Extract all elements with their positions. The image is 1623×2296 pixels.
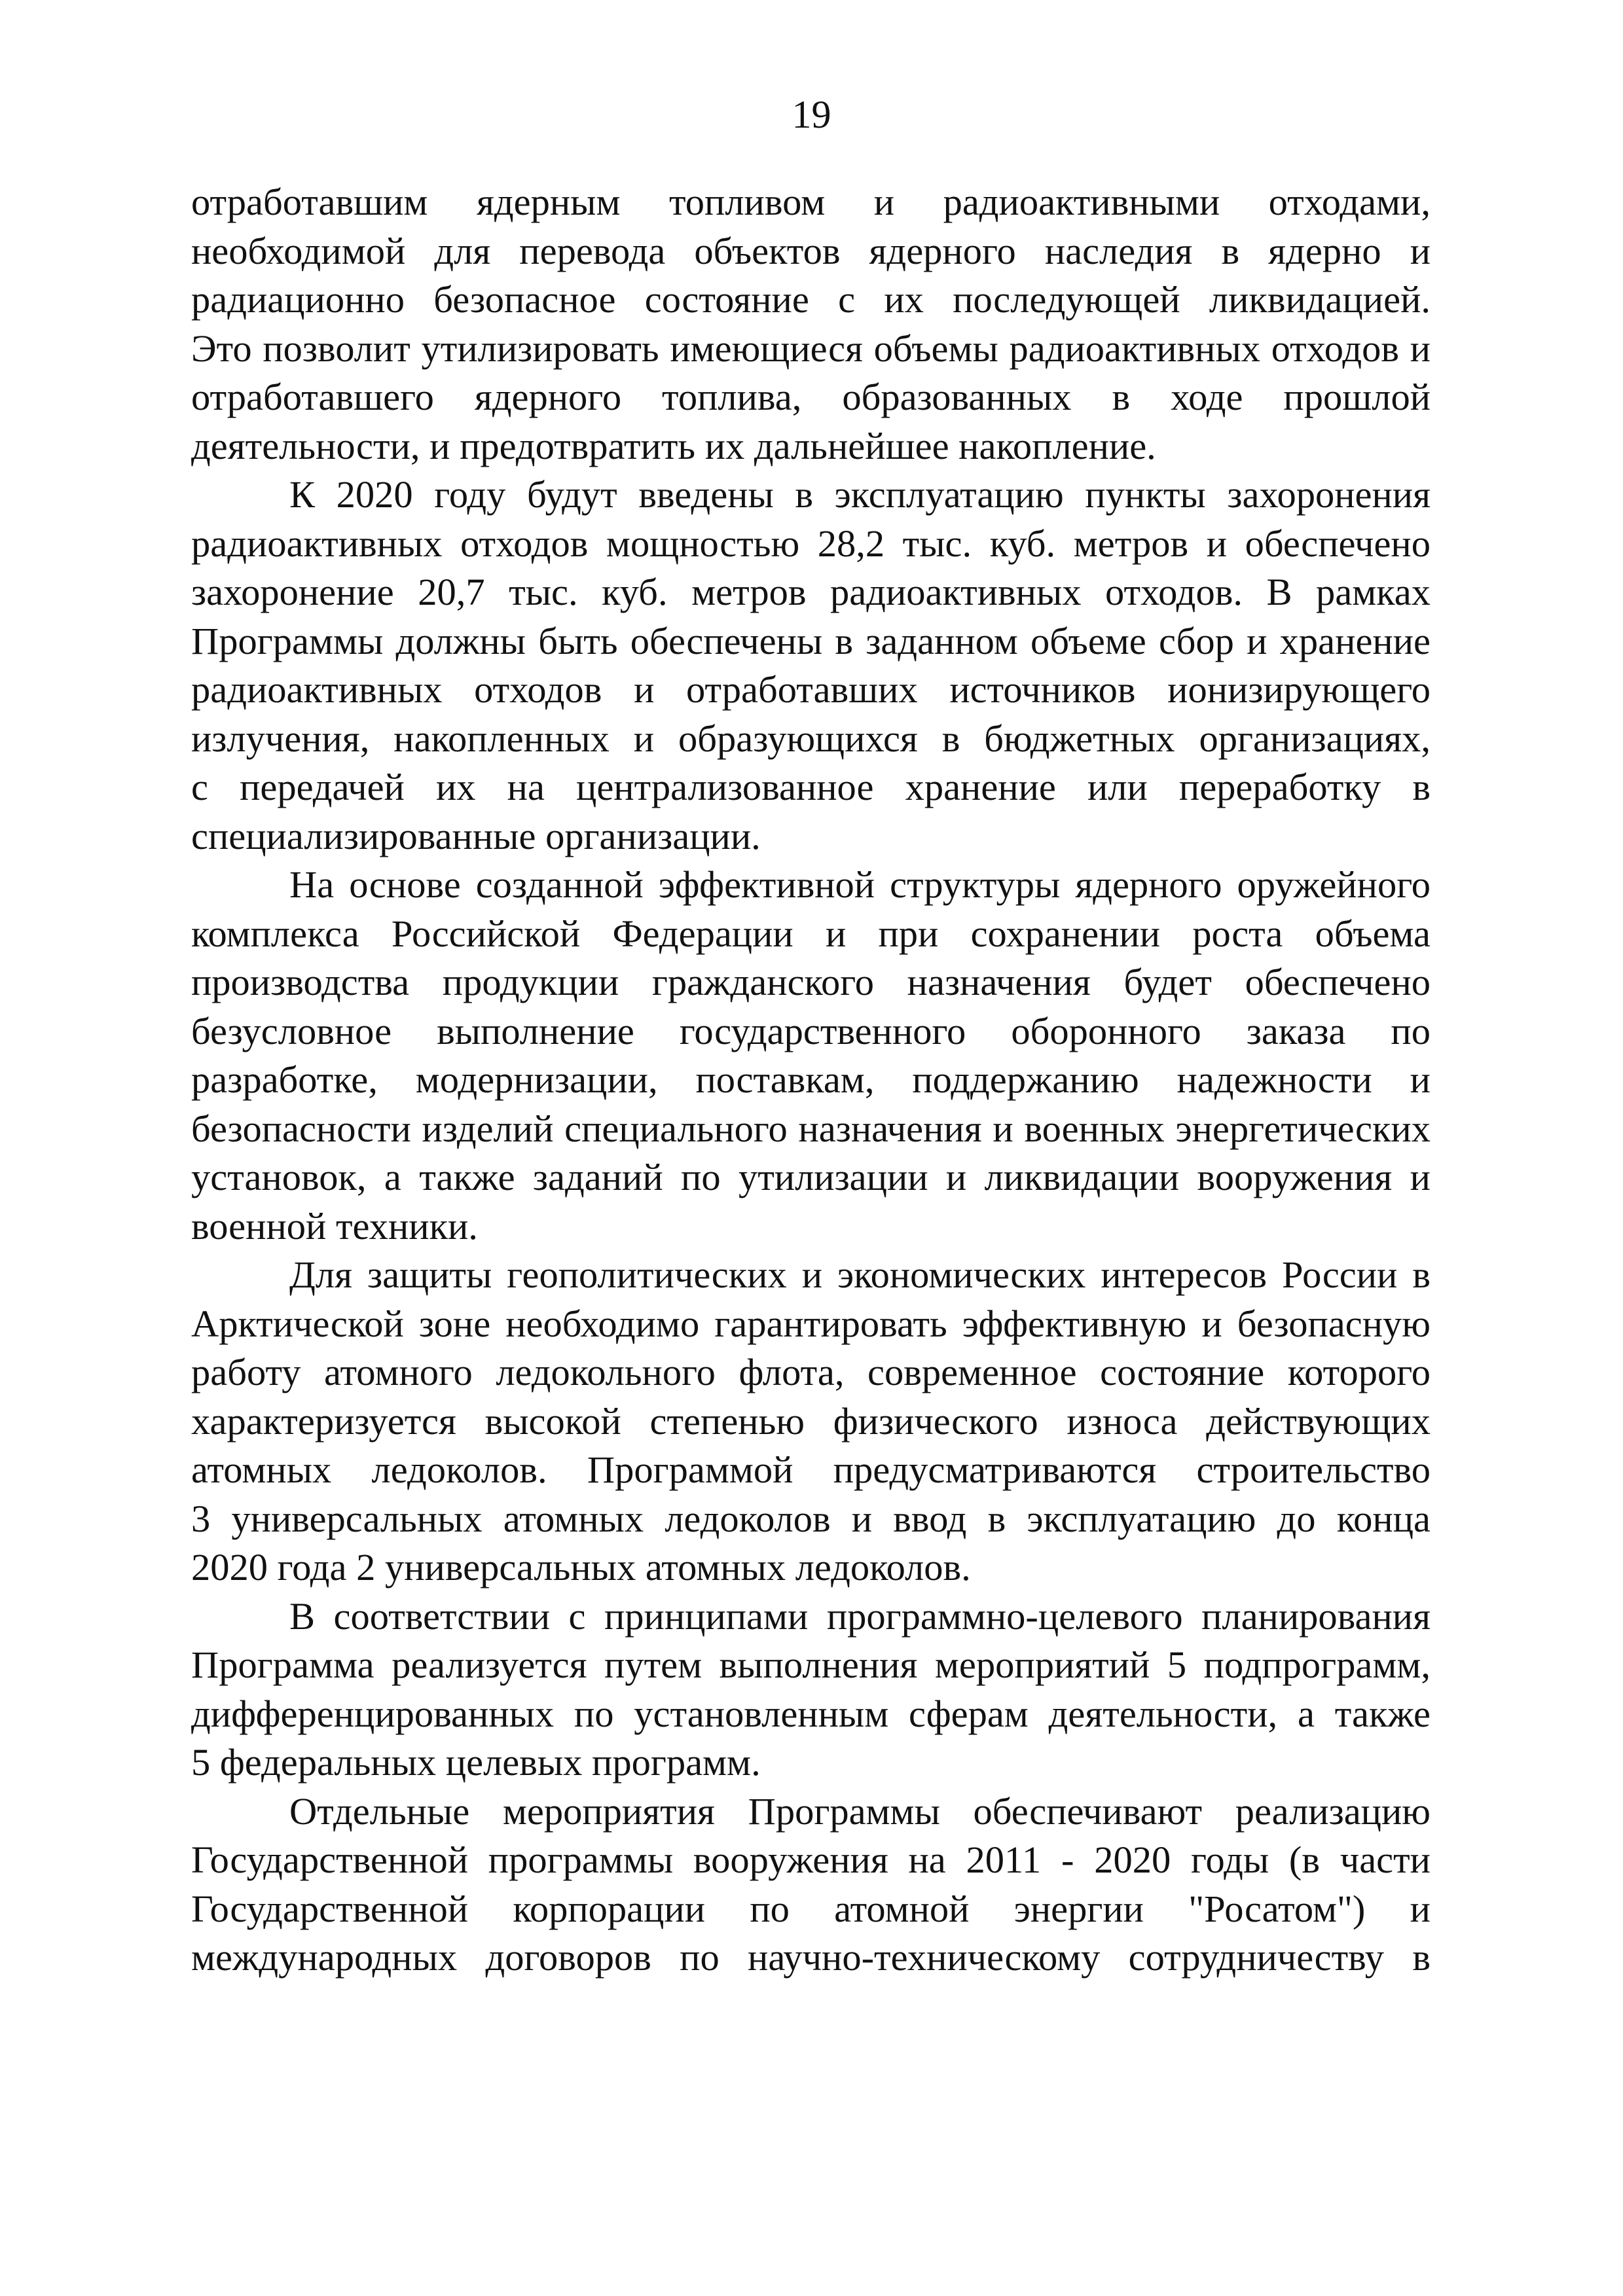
paragraph-weapons-complex (191, 861, 1431, 1251)
text-line: работу атомного ледокольного флота, современное состояние которого (191, 1351, 1431, 1393)
text-line: Отдельные мероприятия Программы обеспечивают реализацию (289, 1789, 1431, 1833)
text-line: необходимой для перевода объектов ядерного наследия в ядерно и (191, 229, 1431, 272)
paragraph-icebreaker-fleet (191, 1251, 1431, 1592)
text-line: безусловное выполнение государственного оборонного заказа по (191, 1009, 1431, 1052)
text-line: Государственной программы вооружения на 2011 - 2020 годы (в части (191, 1839, 1431, 1881)
text-line: атомных ледоколов. Программой предусматриваются строительство (191, 1448, 1431, 1491)
text-line: Это позволит утилизировать имеющиеся объемы радиоактивных отходов и (191, 327, 1431, 370)
text-line: характеризуется высокой степенью физического износа действующих (191, 1399, 1431, 1443)
text-line: излучения, накопленных и образующихся в бюджетных организациях, (191, 717, 1431, 760)
text-line: установок, а также заданий по утилизации и ликвидации вооружения и (191, 1156, 1431, 1198)
text-line: 3 универсальных атомных ледоколов и ввод в эксплуатацию до конца (191, 1497, 1431, 1540)
text-line: радиоактивных отходов и отработавших источников ионизирующего (191, 668, 1431, 711)
document-body (191, 178, 1431, 1982)
text-line: Программы должны быть обеспечены в заданном объеме сбор и хранение (191, 619, 1431, 662)
text-line: Программа реализуется путем выполнения мероприятий 5 подпрограмм, (191, 1643, 1431, 1686)
text-line: международных договоров по научно-техническому сотрудничеству в (191, 1936, 1431, 1979)
text-line: комплекса Российской Федерации и при сохранении роста объема (191, 912, 1431, 955)
text-line: К 2020 году будут введены в эксплуатацию пункты захоронения (289, 473, 1431, 516)
text-line: деятельности, и предотвратить их дальнейшее накопление. (191, 424, 1156, 467)
text-line: с передачей их на централизованное хранение или переработку в (191, 766, 1431, 808)
text-line: отработавшего ядерного топлива, образованных в ходе прошлой (191, 376, 1431, 418)
page-number: 19 (792, 93, 831, 136)
paragraph-program-structure (191, 1592, 1431, 1787)
text-line: дифференцированных по установленным сферам деятельности, а также (191, 1692, 1431, 1735)
text-line: В соответствии с принципами программно-целевого планирования (289, 1594, 1431, 1638)
text-line: На основе созданной эффективной структуры ядерного оружейного (289, 863, 1431, 906)
paragraph-armament-program (191, 1787, 1431, 1982)
text-line: Государственной корпорации по атомной энергии "Росатом") и (191, 1887, 1431, 1930)
text-line: радиоактивных отходов мощностью 28,2 тыс. куб. метров и обеспечено (191, 522, 1431, 565)
text-line: разработке, модернизации, поставкам, поддержанию надежности и (191, 1058, 1431, 1101)
text-line: радиационно безопасное состояние с их последующей ликвидацией. (191, 278, 1431, 321)
text-line: Арктической зоне необходимо гарантировать эффективную и безопасную (191, 1302, 1431, 1345)
text-line: Для защиты геополитических и экономических интересов России в (289, 1253, 1431, 1296)
text-line: 2020 года 2 универсальных атомных ледоколов. (191, 1546, 971, 1588)
text-line: военной техники. (191, 1204, 478, 1247)
paragraph-radioactive-waste (191, 471, 1431, 861)
text-line: 5 федеральных целевых программ. (191, 1741, 761, 1784)
text-line: отработавшим ядерным топливом и радиоактивными отходами, (191, 181, 1431, 223)
text-line: специализированные организации. (191, 814, 761, 857)
paragraph-continuation (191, 178, 1431, 471)
text-line: производства продукции гражданского назначения будет обеспечено (191, 961, 1431, 1003)
text-line: безопасности изделий специального назначения и военных энергетических (191, 1107, 1431, 1150)
text-line: захоронение 20,7 тыс. куб. метров радиоактивных отходов. В рамках (191, 571, 1431, 613)
